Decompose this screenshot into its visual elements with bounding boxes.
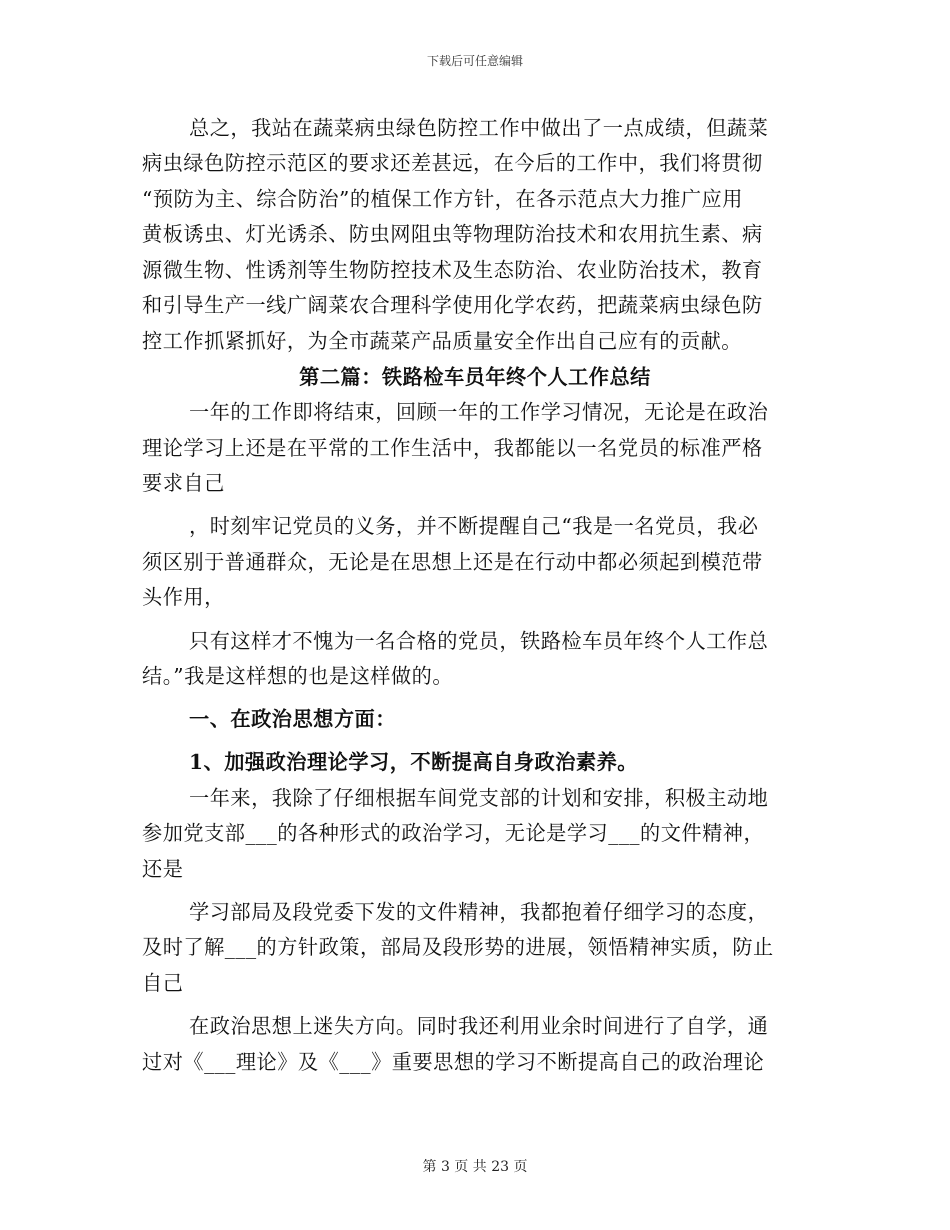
paragraph-line: 和引导生产一线广阔菜农合理科学使用化学农药，把蔬菜病虫绿色防 [142, 293, 763, 317]
page-footer: 第 3 页 共 23 页 [422, 1159, 528, 1175]
paragraph-line: 理论学习上还是在平常的工作生活中，我都能以一名党员的标准严格 [142, 436, 763, 460]
paragraph-line: 一年的工作即将结束，回顾一年的工作学习情况，无论是在政治 [189, 400, 769, 424]
paragraph-line: 一年来，我除了仔细根据车间党支部的计划和安排，积极主动地 [189, 786, 769, 810]
section-title: 第二篇：铁路检车员年终个人工作总结 [299, 365, 651, 389]
subsection-heading: 1、加强政治理论学习，不断提高自身政治素养。 [189, 750, 638, 774]
paragraph-line: 参加党支部___的各种形式的政治学习，无论是学习___的文件精神， [142, 821, 765, 845]
paragraph-line: 过对《___理论》及《___》重要思想的学习不断提高自己的政治理论 [142, 1050, 765, 1074]
paragraph-line: 自己 [142, 971, 184, 995]
paragraph-line: 结。”我是这样想的也是这样做的。 [142, 664, 454, 688]
paragraph-line: 病虫绿色防控示范区的要求还差甚远，在今后的工作中，我们将贯彻 [142, 151, 763, 175]
paragraph-line: 学习部局及段党委下发的文件精神，我都抱着仔细学习的态度， [189, 900, 769, 924]
paragraph-line: 要求自己 [142, 471, 225, 495]
paragraph-line: ，时刻牢记党员的义务，并不断提醒自己“我是一名党员，我必 [189, 514, 759, 538]
paragraph-line: 在政治思想上迷失方向。同时我还利用业余时间进行了自学，通 [189, 1014, 769, 1038]
paragraph-line: 还是 [142, 857, 184, 881]
paragraph-line: 只有这样才不愧为一名合格的党员，铁路检车员年终个人工作总 [189, 629, 769, 653]
paragraph-line: 黄板诱虫、灯光诱杀、防虫网阻虫等物理防治技术和农用抗生素、病 [142, 222, 763, 246]
paragraph-line: 及时了解___的方针政策，部局及段形势的进展，领悟精神实质，防止 [142, 935, 774, 959]
paragraph-line: 头作用， [142, 585, 225, 609]
subsection-heading: 一、在政治思想方面： [189, 707, 396, 731]
page-header: 下载后可任意编辑 [426, 54, 523, 68]
paragraph-line: 须区别于普通群众，无论是在思想上还是在行动中都必须起到模范带 [142, 550, 763, 574]
paragraph-line: 控工作抓紧抓好，为全市蔬菜产品质量安全作出自己应有的贡献。 [142, 329, 742, 353]
paragraph-line: “预防为主、综合防治”的植保工作方针，在各示范点大力推广应用 [142, 187, 743, 211]
paragraph-line: 源微生物、性诱剂等生物防控技术及生态防治、农业防治技术，教育 [142, 258, 763, 282]
paragraph-line: 总之，我站在蔬菜病虫绿色防控工作中做出了一点成绩，但蔬菜 [189, 116, 769, 140]
